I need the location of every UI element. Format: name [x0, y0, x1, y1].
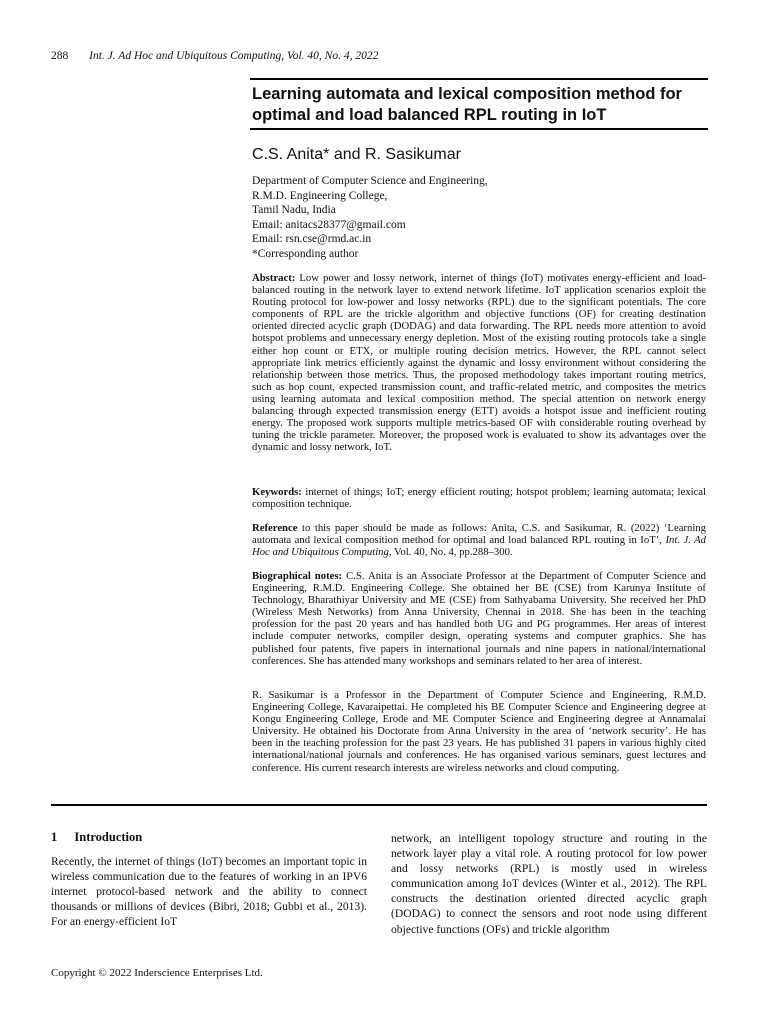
front-matter-rule — [51, 804, 707, 806]
section-title: Introduction — [74, 830, 143, 844]
page-number: 288 — [51, 50, 69, 62]
corresponding-note: *Corresponding author — [252, 247, 359, 260]
reference-details: , Vol. 40, No. 4, pp.288–300. — [388, 546, 513, 559]
affiliation — [252, 174, 488, 261]
section-heading — [51, 830, 142, 845]
abstract — [252, 272, 706, 453]
authors: C.S. Anita* and R. Sasikumar — [252, 146, 461, 163]
keywords-label: Keywords: — [252, 486, 302, 498]
bio-text-anita: C.S. Anita is an Associate Professor at the Department of Computer Science and Engineering, R.M.D. Engineering College. She obtained her BE (CSE) from Karunya Institute of Technology, Bharathiyar University and ME (CSE) from Sathyabama University. She received her PhD (Wireless Mesh Networks) from Anna University, Chennai in 2018. She has been in the teaching profession for the past 20 years and has handled both UG and PG programmes. Her areas of interest include computer networks, compiler design, operating systems and computer graphics. She has published four patents, five papers in international journals and nine papers in national/international conferences. She has attended many workshops and seminars related to her area of interest. — [252, 570, 706, 667]
running-head — [51, 50, 378, 62]
reference-journal: Int. J. Ad Hoc and Ubiquitous Computing — [252, 534, 706, 559]
abstract-label: Abstract: — [252, 272, 296, 284]
affiliation-line: R.M.D. Engineering College, — [252, 189, 388, 202]
reference-text: to this paper should be made as follows: Anita, C.S. and Sasikumar, R. (2022) ‘Learning automata and lexical composition method for optimal and load balanced RPL routing in IoT’, — [252, 522, 707, 547]
reference — [252, 522, 706, 558]
left-column-text: Recently, the internet of things (IoT) becomes an important topic in wireless communication due to the features of working in an IPV6 internet protocol-based network and the ability to connect thousands or millions of devices (Bibri, 2018; Gubbi et al., 2013). For an energy-efficient IoT — [51, 855, 367, 929]
abstract-text: Low power and lossy network, internet of things (IoT) motivates energy-efficient and load-balanced routing in the network layer to extend network lifetime. IoT application scenarios exploit the Routing protocol for low-power and lossy networks (RPL) due to the significant potentials. The core components of RPL are the trickle algorithm and objective functions (OF) for creating destination oriented directed acyclic graph (DODAG) and data forwarding. The RPL needs more attention to avoid hotspot problems and unnecessary energy depletion. Most of the existing routing protocols take a single either hop count or ETX, or multiple routing decision metrics. However, the RPL cannot select appropriate link metrics efficiently against the dynamic and lossy environment without considering the relationship between those metrics. Thus, the proposed methodology takes important routing metrics, such as hop count, expected transmission count, and traffic-related metric, and composites the metrics using learning automata and lexical composition method. The special attention on network energy balancing through expected transmission energy (ETT) avoids a hotspot issue and inefficient routing energy. The proposed work supports multiple metrics-based OF with considerable routing overhead by tuning the trickle parameter. Moreover, the proposed work is evaluated to show its advantages over the dynamic and lossy network, IoT. — [252, 272, 707, 454]
affiliation-line: Tamil Nadu, India — [252, 204, 336, 216]
bio-paragraph-sasikumar — [252, 689, 706, 774]
section-number: 1 — [51, 830, 58, 844]
affiliation-line: Department of Computer Science and Engineering, — [252, 175, 488, 187]
title-bottom-rule — [250, 128, 708, 130]
email-line: Email: anitacs28377@gmail.com — [252, 218, 406, 231]
title-top-rule — [250, 78, 708, 80]
biographical-notes — [252, 570, 706, 667]
reference-label: Reference — [252, 522, 298, 534]
journal-title: Int. J. Ad Hoc and Ubiquitous Computing, Vol. 40, No. 4, 2022 — [89, 50, 379, 62]
email-line: Email: rsn.cse@rmd.ac.in — [252, 233, 372, 245]
keywords — [252, 486, 706, 510]
right-column-text: network, an intelligent topology structure and routing in the network layer play a vital role. A routing protocol for low power and lossy networks (RPL) is mostly used in wireless communication among IoT devices (Winter et al., 2012). The RPL constructs the destination oriented directed acyclic graph (DODAG) to connect the sensors and root node using different objective functions (OFs) and trickle algorithm — [391, 832, 707, 936]
bio-label: Biographical notes: — [252, 570, 343, 582]
paper-title: Learning automata and lexical composition method for optimal and load balanced RPL routing in IoT — [252, 85, 682, 124]
copyright-notice: Copyright © 2022 Inderscience Enterprises Ltd. — [51, 967, 263, 979]
bio-text-sasikumar: R. Sasikumar is a Professor in the Department of Computer Science and Engineering, R.M.D. Engineering College, Kavaraipettai. He completed his BE Computer Science and Engineering degree at Kongu Engineering College, Erode and ME Computer Science and Engineering degree at Annamalai University. He obtained his Doctorate from Anna University in the area of ‘network security’. He has been in the teaching profession for the past 23 years. He has published 31 papers in various highly cited international/national journals and conferences. He has organised various seminars, guest lectures and conference. His current research interests are wireless networks and cloud computing. — [252, 689, 706, 774]
keywords-text: internet of things; IoT; energy efficient routing; hotspot problem; learning automata; lexical composition technique. — [252, 486, 707, 511]
